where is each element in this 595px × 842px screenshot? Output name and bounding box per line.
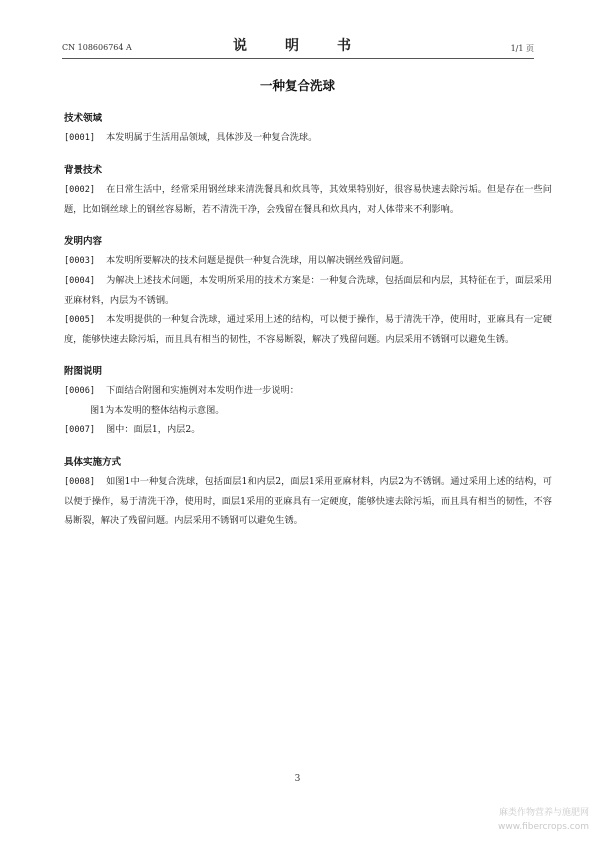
paragraph-text: 如图1中一种复合洗球，包括面层1和内层2，面层1采用亚麻材料，内层2为不锈钢。通过采用上述的结构，可以便于操作，易于清洗干净，使用时，面层1采用的亚麻具有一定硬度，能够快速去除污垢，而且具有相当的韧性，不容易断裂，解决了残留问题。内层采用不锈钢可以避免生锈。 (64, 476, 552, 526)
paragraph-number: [0001] (64, 133, 96, 143)
paragraph-text: 本发明属于生活用品领域，具体涉及一种复合洗球。 (106, 132, 318, 143)
watermark-url: www.fibercrops.com (498, 822, 589, 832)
watermark-title: 麻类作物营养与施肥网 (498, 808, 589, 818)
paragraph-text: 下面结合附图和实施例对本发明作进一步说明： (106, 385, 299, 396)
header-rule (62, 58, 534, 59)
section-heading: 发明内容 (64, 236, 103, 247)
paragraph-text: 在日常生活中，经常采用钢丝球来清洗餐具和炊具等，其效果特别好，很容易快速去除污垢。但是存在一些问题，比如钢丝球上的钢丝容易断，若不清洗干净，会残留在餐具和炊具内，对人体带来不利影响。 (64, 184, 552, 215)
section-heading: 背景技术 (64, 165, 103, 176)
figure-description: 图1为本发明的整体结构示意图。 (90, 405, 225, 416)
section-heading: 技术领域 (64, 113, 103, 124)
paragraph-text: 本发明所要解决的技术问题是提供一种复合洗球，用以解决钢丝残留问题。 (106, 255, 410, 266)
paragraph (64, 381, 552, 401)
document-title: 一种复合洗球 (259, 78, 335, 93)
document-body (64, 110, 552, 544)
section-technical-field (64, 110, 552, 148)
paragraph (64, 128, 552, 148)
section-summary (64, 233, 552, 349)
page-info: 1/1 页 (510, 44, 534, 53)
paragraph (64, 472, 552, 530)
paragraph-text: 本发明提供的一种复合洗球，通过采用上述的结构，可以便于操作，易于清洗干净，使用时，亚麻具有一定硬度，能够快速去除污垢，而且具有相当的韧性，不容易断裂，解决了残留问题。内层采用不锈钢可以避免生锈。 (64, 314, 552, 345)
paragraph-text: 图中：面层1，内层2。 (106, 424, 201, 435)
paragraph (64, 180, 552, 219)
paragraph (64, 420, 552, 440)
site-watermark (459, 806, 589, 838)
paragraph-text: 为解决上述技术问题，本发明所采用的技术方案是：一种复合洗球，包括面层和内层，其特征在于，面层采用亚麻材料，内层为不锈钢。 (64, 275, 552, 306)
page-header (62, 34, 534, 56)
document-type: 说 明 书 (233, 38, 363, 54)
paragraph-number: [0003] (64, 256, 96, 266)
paragraph-number: [0002] (64, 185, 96, 195)
paragraph (64, 271, 552, 310)
paragraph (64, 251, 552, 271)
paragraph-number: [0005] (64, 315, 96, 325)
paragraph (64, 310, 552, 349)
section-drawings (64, 363, 552, 440)
paragraph-number: [0006] (64, 386, 96, 396)
patent-number: CN 108606764 A (62, 43, 132, 52)
page-number: 3 (294, 774, 301, 784)
section-embodiment (64, 454, 552, 530)
paragraph-number: [0007] (64, 425, 96, 435)
section-heading: 附图说明 (64, 366, 103, 377)
paragraph-number: [0008] (64, 477, 96, 487)
paragraph-number: [0004] (64, 276, 96, 286)
section-background (64, 162, 552, 219)
section-heading: 具体实施方式 (64, 457, 122, 468)
